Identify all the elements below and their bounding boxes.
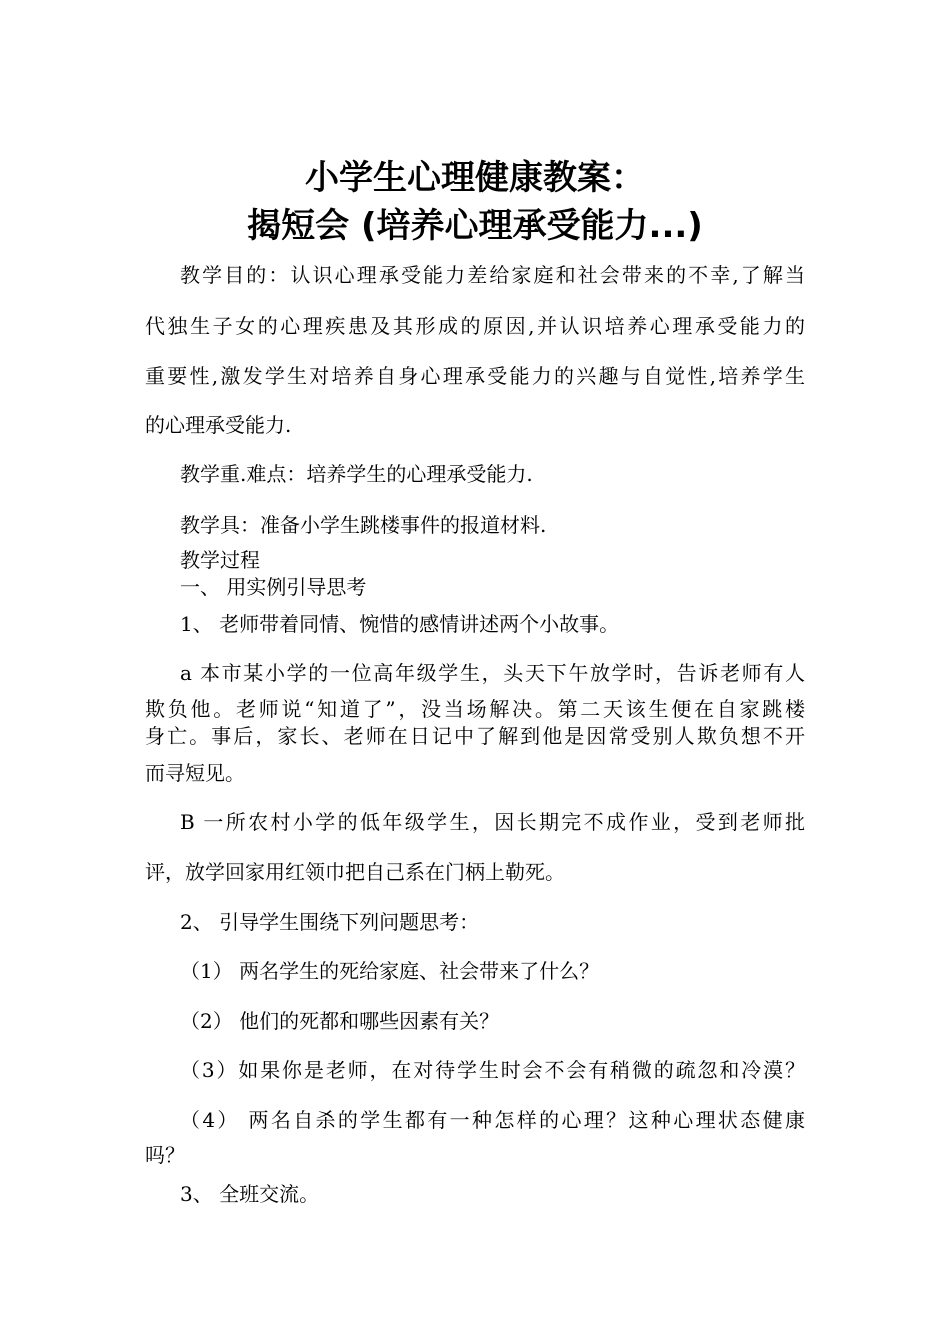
objective-line-4: 的心理承受能力. — [145, 413, 292, 437]
story-a-line-1: a 本市某小学的一位高年级学生，头天下午放学时，告诉老师有人 — [180, 661, 805, 685]
key-points-paragraph: 教学重.难点：培养学生的心理承受能力. — [180, 462, 533, 486]
objective-line-2: 代独生子女的心理疾患及其形成的原因,并认识培养心理承受能力的 — [145, 314, 805, 338]
document-title-line-2: 揭短会 (培养心理承受能力...) — [247, 206, 703, 246]
question-1: （1） 两名学生的死给家庭、社会带来了什么？ — [180, 959, 600, 983]
story-b-line-1: B 一所农村小学的低年级学生，因长期完不成作业，受到老师批 — [180, 810, 805, 834]
story-a-line-4: 而寻短见。 — [145, 761, 245, 785]
process-heading: 教学过程 — [180, 548, 260, 572]
story-a-line-2: 欺负他。老师说“知道了”，没当场解决。第二天该生便在自家跳楼 — [145, 697, 805, 721]
question-4-line-1: （4） 两名自杀的学生都有一种怎样的心理？这种心理状态健康 — [180, 1108, 805, 1132]
step-2-text: 2、 引导学生围绕下列问题思考： — [180, 910, 480, 934]
question-3: （3）如果你是老师，在对待学生时会不会有稍微的疏忽和冷漠？ — [180, 1058, 805, 1082]
question-2: （2） 他们的死都和哪些因素有关？ — [180, 1009, 500, 1033]
step-3-text: 3、 全班交流。 — [180, 1182, 320, 1206]
question-4-line-2: 吗？ — [145, 1143, 185, 1167]
document-title-line-1: 小学生心理健康教案： — [305, 158, 645, 198]
story-a-line-3: 身亡。事后，家长、老师在日记中了解到他是因常受别人欺负想不开 — [145, 724, 805, 748]
step-1-text: 1、 老师带着同情、惋惜的感情讲述两个小故事。 — [180, 612, 620, 636]
section-1-heading: 一、 用实例引导思考 — [180, 575, 367, 599]
objective-line-3: 重要性,激发学生对培养自身心理承受能力的兴趣与自觉性,培养学生 — [145, 364, 805, 388]
materials-paragraph: 教学具：准备小学生跳楼事件的报道材料. — [180, 513, 547, 537]
story-b-line-2: 评，放学回家用红领巾把自己系在门柄上勒死。 — [145, 860, 565, 884]
objective-line-1: 教学目的：认识心理承受能力差给家庭和社会带来的不幸,了解当 — [180, 263, 805, 287]
